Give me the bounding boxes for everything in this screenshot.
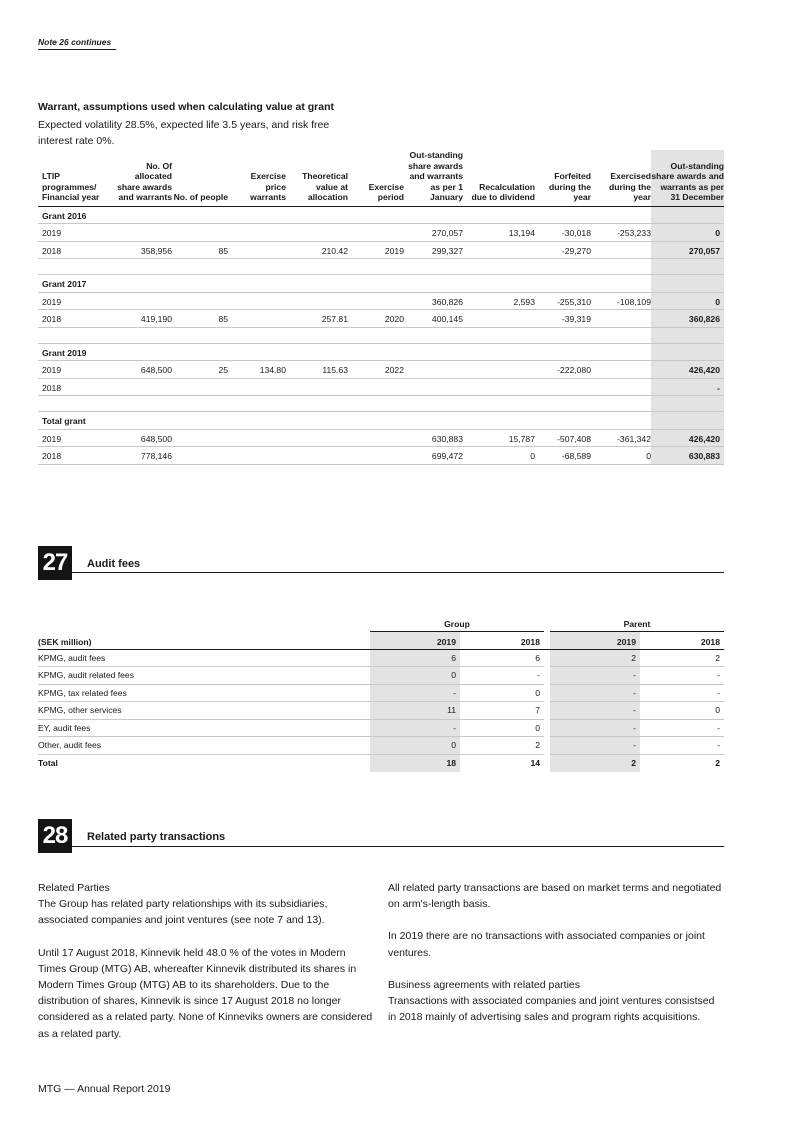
ltip-cell	[172, 224, 228, 242]
audit-row-label: KPMG, audit related fees	[38, 667, 370, 685]
ltip-cell	[286, 292, 348, 310]
ltip-cell	[228, 241, 286, 259]
ltip-col-header: Theoretical value at allocation	[286, 150, 348, 206]
audit-row-label: EY, audit fees	[38, 719, 370, 737]
ltip-cell	[404, 378, 463, 396]
audit-cell: 0	[370, 737, 460, 755]
ltip-cell	[535, 378, 591, 396]
ltip-cell	[172, 378, 228, 396]
ltip-cell: 15,787	[463, 429, 535, 447]
ltip-data-row	[38, 310, 724, 328]
ltip-cell: -253,233	[591, 224, 651, 242]
ltip-cell: 0	[591, 447, 651, 465]
related-left-column	[38, 880, 374, 1058]
ltip-cell: -	[651, 378, 724, 396]
audit-cell: 7	[460, 702, 544, 720]
ltip-cell: 400,145	[404, 310, 463, 328]
ltip-col-header: Exercised during the year	[591, 150, 651, 206]
ltip-cell: 630,883	[651, 447, 724, 465]
audit-cell: -	[370, 719, 460, 737]
audit-cell: 0	[460, 684, 544, 702]
audit-year-row	[38, 632, 724, 650]
audit-fees-table	[38, 614, 724, 772]
section-27-badge: 27	[38, 546, 72, 580]
ltip-cell: 13,194	[463, 224, 535, 242]
ltip-cell: 2018	[38, 378, 110, 396]
audit-row	[38, 667, 724, 685]
ltip-cell: 2018	[38, 447, 110, 465]
audit-year-header: 2018	[640, 632, 724, 650]
ltip-group-row	[38, 343, 724, 361]
ltip-cell: 2018	[38, 241, 110, 259]
ltip-cell: 0	[651, 292, 724, 310]
ltip-group-row	[38, 412, 724, 430]
audit-year-header: 2019	[550, 632, 640, 650]
ltip-cell: 699,472	[404, 447, 463, 465]
ltip-group-label: Total grant	[38, 412, 651, 430]
related-paragraph: The Group has related party relationships with its subsidiaries, associated companies and joint ventures (see note 7 and 13).	[38, 898, 328, 927]
ltip-cell: 2020	[348, 310, 404, 328]
ltip-cell: 210.42	[286, 241, 348, 259]
warrant-subtitle: Expected volatility 28.5%, expected life 3.5 years, and risk free interest rate 0%.	[38, 119, 330, 147]
ltip-col-header: No. Of allocated share awards and warrants	[110, 150, 172, 206]
audit-cell: 18	[370, 754, 460, 772]
ltip-cell: 2022	[348, 361, 404, 379]
ltip-cell: -361,342	[591, 429, 651, 447]
audit-cell: 6	[370, 649, 460, 667]
ltip-data-row	[38, 361, 724, 379]
ltip-cell	[348, 447, 404, 465]
audit-cell: 0	[640, 702, 724, 720]
audit-year-header: 2019	[370, 632, 460, 650]
ltip-cell	[348, 224, 404, 242]
ltip-cell: 360,826	[404, 292, 463, 310]
ltip-cell: 2018	[38, 310, 110, 328]
audit-cell: 14	[530, 758, 540, 768]
ltip-cell: 358,956	[110, 241, 172, 259]
audit-cell: 2	[550, 649, 640, 667]
ltip-cell: 2,593	[463, 292, 535, 310]
ltip-cell	[591, 361, 651, 379]
audit-cell: -	[460, 667, 544, 685]
ltip-cell	[172, 292, 228, 310]
audit-cell: 11	[370, 702, 460, 720]
ltip-cell	[228, 292, 286, 310]
ltip-cell: 299,327	[404, 241, 463, 259]
audit-row-label: KPMG, other services	[38, 702, 370, 720]
audit-cell: -	[640, 719, 724, 737]
related-paragraph: In 2019 there are no transactions with associated companies or joint ventures.	[388, 930, 705, 959]
ltip-col-header: No. of people	[172, 150, 228, 206]
ltip-cell	[348, 292, 404, 310]
ltip-cell	[591, 378, 651, 396]
ltip-group-label: Grant 2017	[38, 275, 651, 293]
note-continues-label: Note 26 continues	[38, 37, 112, 47]
audit-cell: -	[640, 684, 724, 702]
ltip-col-header: Exercise period	[348, 150, 404, 206]
ltip-cell	[172, 447, 228, 465]
ltip-header-row	[38, 150, 724, 206]
ltip-spacer-row	[38, 396, 724, 412]
audit-cell: -	[370, 684, 460, 702]
audit-cell: 0	[460, 719, 544, 737]
ltip-cell	[404, 361, 463, 379]
ltip-col-header: Out-standing share awards and warrants as per 1 January	[404, 150, 463, 206]
audit-row	[38, 737, 724, 755]
ltip-cell	[228, 224, 286, 242]
related-right-column	[388, 880, 724, 1041]
ltip-cell	[286, 378, 348, 396]
related-parties-heading: Related Parties	[38, 882, 110, 894]
section-27-title: Audit fees	[87, 558, 141, 570]
ltip-cell: 270,057	[651, 241, 724, 259]
ltip-cell: 648,500	[110, 429, 172, 447]
ltip-cell: 257.81	[286, 310, 348, 328]
ltip-cell	[286, 429, 348, 447]
ltip-cell: 426,420	[651, 361, 724, 379]
audit-total-row	[38, 754, 724, 772]
related-paragraph: Until 17 August 2018, Kinnevik held 48.0 % of the votes in Modern Times Group (MTG) AB, whereafter Kinnevik distributed its shares in Modern Times Group (MTG) AB to its shareholders. Due to the distribution of shares, Kinnevik is since 17 August 2018 no longer considered as a related party. None of Kinneviks owners are considered as a related party.	[38, 946, 373, 1040]
ltip-col-header: Exercise price warrants	[228, 150, 286, 206]
ltip-cell	[172, 429, 228, 447]
audit-row	[38, 719, 724, 737]
ltip-cell: 85	[172, 310, 228, 328]
ltip-data-row	[38, 241, 724, 259]
ltip-cell	[228, 429, 286, 447]
audit-cell: 2	[460, 737, 544, 755]
section-28-title: Related party transactions	[87, 831, 226, 843]
business-agreements-heading: Business agreements with related parties	[388, 978, 581, 991]
ltip-cell: 2019	[38, 292, 110, 310]
ltip-cell: 426,420	[651, 429, 724, 447]
ltip-cell: 2019	[38, 361, 110, 379]
ltip-group-label: Grant 2019	[38, 343, 651, 361]
ltip-cell	[463, 241, 535, 259]
audit-cell: -	[550, 667, 640, 685]
ltip-cell	[228, 378, 286, 396]
ltip-cell	[463, 361, 535, 379]
ltip-cell	[463, 310, 535, 328]
ltip-cell	[591, 310, 651, 328]
ltip-cell: -255,310	[535, 292, 591, 310]
audit-cell: -	[550, 719, 640, 737]
ltip-cell: 85	[172, 241, 228, 259]
ltip-group-label: Grant 2016	[38, 206, 651, 224]
ltip-spacer-row	[38, 259, 724, 275]
ltip-spacer-row	[38, 327, 724, 343]
audit-row-label: KPMG, audit fees	[38, 649, 370, 667]
audit-row-header: (SEK million)	[38, 632, 370, 650]
ltip-cell: -68,589	[535, 447, 591, 465]
ltip-cell: 2019	[38, 224, 110, 242]
ltip-cell: 648,500	[110, 361, 172, 379]
ltip-cell	[348, 429, 404, 447]
ltip-cell: -222,080	[535, 361, 591, 379]
ltip-cell: -507,408	[535, 429, 591, 447]
ltip-cell	[286, 447, 348, 465]
ltip-data-row	[38, 292, 724, 310]
ltip-data-row	[38, 429, 724, 447]
ltip-data-row	[38, 378, 724, 396]
ltip-cell: 360,826	[651, 310, 724, 328]
ltip-cell: 778,146	[110, 447, 172, 465]
ltip-cell	[228, 447, 286, 465]
ltip-cell: -29,270	[535, 241, 591, 259]
warrant-title: Warrant, assumptions used when calculating value at grant	[38, 101, 335, 113]
audit-group-row	[38, 614, 724, 632]
audit-cell: 2	[640, 649, 724, 667]
ltip-col-header: Forfeited during the year	[535, 150, 591, 206]
ltip-cell: 2019	[38, 429, 110, 447]
ltip-col-header: Out-standing share awards and warrants as per 31 December	[651, 150, 724, 206]
audit-cell: -	[640, 737, 724, 755]
ltip-cell: 630,883	[404, 429, 463, 447]
audit-parent-label: Parent	[550, 614, 724, 632]
ltip-cell: -39,319	[535, 310, 591, 328]
ltip-group-row	[38, 206, 724, 224]
ltip-col-header: LTIP programmes/ Financial year	[38, 150, 110, 206]
ltip-cell: 25	[172, 361, 228, 379]
related-paragraph: All related party transactions are based on market terms and negotiated on arm's-length basis.	[388, 882, 722, 911]
audit-row	[38, 684, 724, 702]
audit-cell: -	[550, 684, 640, 702]
ltip-data-row	[38, 447, 724, 465]
page-footer: MTG — Annual Report 2019	[38, 1083, 171, 1095]
ltip-cell	[110, 378, 172, 396]
audit-cell: 6	[460, 649, 544, 667]
section-28-badge: 28	[38, 819, 72, 853]
audit-cell: -	[640, 667, 724, 685]
ltip-col-header: Recalculation due to dividend	[463, 150, 535, 206]
ltip-cell	[110, 292, 172, 310]
ltip-cell: 2019	[348, 241, 404, 259]
ltip-cell	[286, 224, 348, 242]
ltip-cell	[348, 378, 404, 396]
audit-row-label: Other, audit fees	[38, 737, 370, 755]
ltip-data-row	[38, 224, 724, 242]
ltip-cell: 0	[463, 447, 535, 465]
audit-cell: -	[550, 737, 640, 755]
audit-row	[38, 702, 724, 720]
ltip-cell: -30,018	[535, 224, 591, 242]
ltip-cell	[228, 310, 286, 328]
audit-row	[38, 649, 724, 667]
audit-group-label: Group	[370, 614, 544, 632]
audit-cell: 2	[715, 758, 720, 768]
ltip-cell: 115.63	[286, 361, 348, 379]
audit-row-label: Total	[38, 758, 58, 768]
audit-cell: -	[550, 702, 640, 720]
ltip-cell	[463, 378, 535, 396]
ltip-cell: 419,190	[110, 310, 172, 328]
audit-year-header: 2018	[460, 632, 544, 650]
ltip-cell: 134.80	[228, 361, 286, 379]
audit-cell: 2	[550, 754, 640, 772]
audit-row-label: KPMG, tax related fees	[38, 684, 370, 702]
ltip-cell: 0	[651, 224, 724, 242]
section-27-rule	[72, 572, 724, 573]
ltip-cell: 270,057	[404, 224, 463, 242]
section-28-rule	[72, 846, 724, 847]
note-continues-underline	[38, 49, 116, 50]
ltip-cell	[591, 241, 651, 259]
related-paragraph: Transactions with associated companies and joint ventures consistsed in 2018 mainly of advertising sales and program rights acquisitions.	[388, 995, 715, 1024]
ltip-table	[38, 150, 724, 465]
audit-cell: 0	[370, 667, 460, 685]
ltip-cell: -108,109	[591, 292, 651, 310]
ltip-group-row	[38, 275, 724, 293]
ltip-cell	[110, 224, 172, 242]
